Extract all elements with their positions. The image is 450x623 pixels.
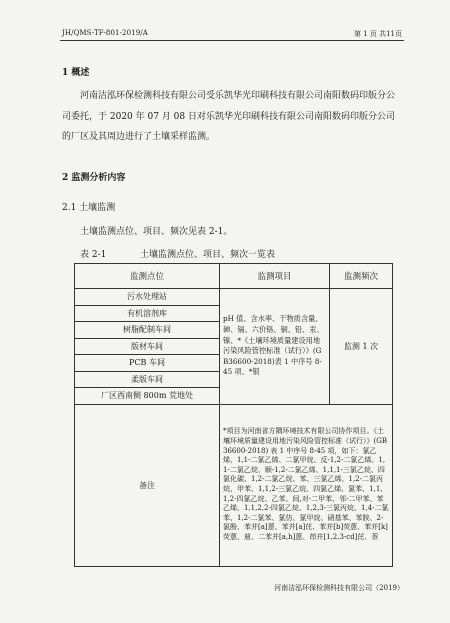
point-cell: 版材车间 [75,338,220,355]
header-item: 监测项目 [220,264,330,289]
section-1-paragraph [62,86,402,148]
note-text: *项目为河南省方隅环境技术有限公司协作项目。《土壤环境质量建设用地污染风险管控标准（试行）》(GB36600-2018) 表 1 中序号 8-45 项，如下：氯乙烯、1,1-二氯乙烯、二氯甲烷、反-1,2-二氯乙烯、1,1-二氯乙烷、顺-1,2-二氯乙烯、1,1,1-三氯乙烷、四氯化碳、1,2-二氯乙烷、苯、三氯乙烯、1,2-二氯丙烷、甲苯、1,1,2-三氯乙烷、四氯乙烯、氯苯、1,1,1,2-四氯乙烷、乙苯、间,对-二甲苯、邻-二甲苯、苯乙烯、1,1,2,2-四氯乙烷、1,2,3-三氯丙烷、1,4-二氯苯、1,2-二氯苯、氯仿、氯甲烷、硝基苯、苯胺、2-氯酚、苯并[a]蒽、苯并[a]芘、苯并[b]荧蒽、苯并[k]荧蒽、䓛、二苯并[a,h]蒽、茚并[1,2,3-cd]芘、萘 [220,404,393,566]
header-frequency: 监测频次 [330,264,393,289]
note-row [75,404,393,566]
header-point: 监测点位 [75,264,220,289]
table-row [75,289,393,306]
document-number: JH/QMS-TF-801-2019/A [62,29,148,37]
table-number: 表 2-1 [80,250,107,260]
point-cell: PCB 车间 [75,355,220,372]
point-cell: 树脂配制车间 [75,322,220,339]
page-indicator: 第 1 页 共11页 [353,30,402,38]
footer-company: 河南洁泓环保检测科技有限公司（2019） [274,584,404,592]
header-rule [60,40,404,41]
point-cell: 污水处理站 [75,289,220,306]
note-label: 备注 [75,404,220,566]
section-1-text: 河南洁泓环保检测科技有限公司受乐凯华光印刷科技有限公司南阳数码印版分公司委托，于 2020 年 07 月 08 日对乐凯华光印刷科技有限公司南阳数码印版分公司的厂区及其周边进行了土壤采样监测。 [62,91,396,142]
subsection-2-1-heading: 2.1 土壤监测 [62,203,116,213]
section-1-heading: 1 概述 [62,68,90,78]
table-caption: 土壤监测点位、项目、频次一览表 [140,250,276,260]
section-2-heading: 2 监测分析内容 [62,173,126,183]
monitoring-table [74,263,393,567]
frequency-cell: 监测 1 次 [330,289,393,405]
point-cell: 柔版车间 [75,371,220,388]
point-cell: 厂区西南侧 800m 荒地处 [75,388,220,405]
point-cell: 有机溶剂库 [75,305,220,322]
table-header-row [75,264,393,289]
table-intro: 土壤监测点位、项目、频次见表 2-1。 [80,227,233,237]
items-cell: pH 值、含水率、干物质含量、砷、镉、六价铬、铜、铅、汞、镍、*《土壤环境质量建设用地污染风险管控标准（试行）》(GB36600-2018)表 1 中序号 8-45 项、*银 [220,289,330,405]
